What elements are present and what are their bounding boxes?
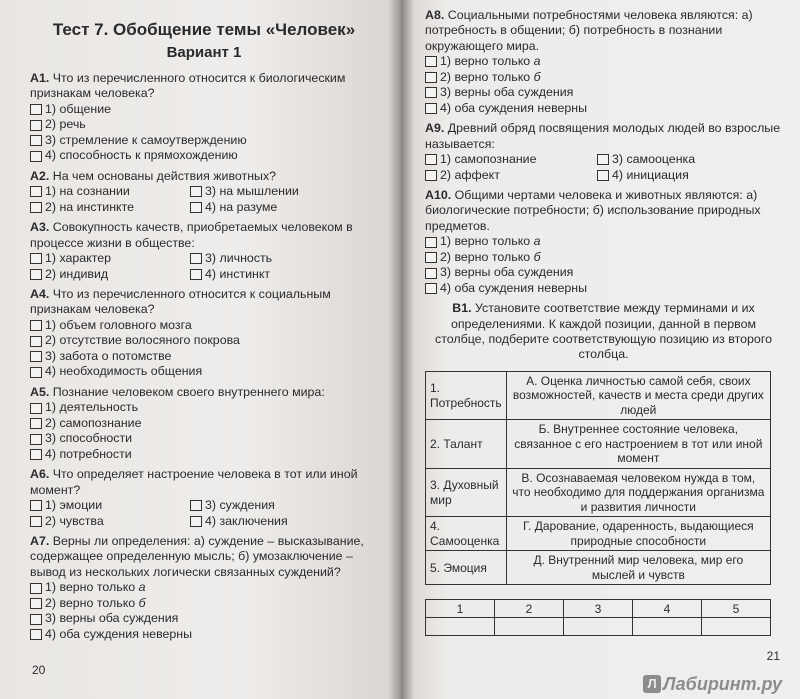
answer-checkbox[interactable] <box>190 202 202 213</box>
watermark-text: Лабиринт.ру <box>663 674 782 694</box>
option-label: 4) инстинкт <box>205 266 271 281</box>
answer-checkbox[interactable] <box>30 186 42 197</box>
question-a4 <box>30 287 378 380</box>
question-a1 <box>30 71 378 164</box>
option-label: 2) отсутствие волосяного покрова <box>45 333 240 348</box>
answer-checkbox[interactable] <box>30 403 42 414</box>
right-page <box>400 0 800 699</box>
answer-checkbox[interactable] <box>30 104 42 115</box>
question-a7 <box>30 534 378 642</box>
question-label: А5. <box>30 384 50 399</box>
answer-checkbox[interactable] <box>30 418 42 429</box>
option-label: 4) необходимость общения <box>45 364 203 379</box>
question-label: А4. <box>30 287 50 302</box>
option-label: 1) общение <box>45 101 112 116</box>
answer-checkbox[interactable] <box>30 583 42 594</box>
question-text: Что из перечисленного относится к биологическим признакам человека? <box>30 71 346 101</box>
table-row <box>426 517 771 551</box>
question-label: А9. <box>425 121 445 136</box>
answer-checkbox[interactable] <box>30 516 42 527</box>
option-label: 1) самопознание <box>440 152 537 167</box>
question-b1 <box>425 301 782 636</box>
answer-checkbox[interactable] <box>425 283 437 294</box>
answer-checkbox[interactable] <box>425 103 437 114</box>
question-text: Что из перечисленного относится к социальным признакам человека? <box>30 287 331 317</box>
question-label: А2. <box>30 168 50 183</box>
option-label: 2) аффект <box>440 167 500 182</box>
page-number-left: 20 <box>32 663 46 677</box>
option-label: 3) личность <box>205 251 273 266</box>
answer-checkbox[interactable] <box>30 629 42 640</box>
answer-input-row <box>426 618 771 636</box>
test-title: Тест 7. Обобщение темы «Человек» <box>52 20 356 39</box>
term-cell: 4. Самооценка <box>426 517 507 551</box>
answer-checkbox[interactable] <box>190 186 202 197</box>
answer-cell[interactable] <box>426 618 495 636</box>
question-text: Что определяет настроение человека в тот или иной момент? <box>30 467 358 497</box>
question-a9 <box>425 121 782 183</box>
question-text: Древний обряд посвящения молодых людей во взрослые называется: <box>425 121 781 151</box>
term-cell: 1. Потребность <box>426 371 507 420</box>
question-a6 <box>30 467 378 529</box>
option-label: 4) способность к прямохождению <box>45 148 238 163</box>
answer-checkbox[interactable] <box>30 320 42 331</box>
question-a8 <box>425 8 782 116</box>
option-label: 3) на мышлении <box>205 184 299 199</box>
answer-checkbox[interactable] <box>425 154 437 165</box>
table-row <box>426 468 771 517</box>
answer-header-row <box>426 600 771 618</box>
option-label: 3) верны оба суждения <box>440 85 574 100</box>
option-label: 3) верны оба суждения <box>440 265 574 280</box>
answer-checkbox[interactable] <box>425 252 437 263</box>
option-label: 1) деятельность <box>45 400 139 415</box>
page-number-right: 21 <box>766 649 780 663</box>
option-label: 2) самопознание <box>45 415 142 430</box>
answer-cell[interactable] <box>564 618 633 636</box>
answer-checkbox[interactable] <box>30 253 42 264</box>
answer-table <box>425 599 771 636</box>
option-label: 3) способности <box>45 431 133 446</box>
answer-cell[interactable] <box>633 618 702 636</box>
option-label: 3) суждения <box>205 498 275 513</box>
answer-cell[interactable] <box>702 618 771 636</box>
question-label: А10. <box>425 188 452 203</box>
option-label: 4) потребности <box>45 446 132 461</box>
definition-cell: Г. Дарование, одаренность, выдающиеся природные способности <box>506 517 770 551</box>
option-label: 4) оба суждения неверны <box>440 280 588 295</box>
option-label: 2) чувства <box>45 513 104 528</box>
table-row <box>426 420 771 469</box>
question-subtext: а) биологические потребности; б) использование природных предметов. <box>425 188 761 233</box>
answer-checkbox[interactable] <box>190 500 202 511</box>
definition-cell: А. Оценка личностью самой себя, своих возможностей, качеств и места среди других людей <box>506 371 770 420</box>
answer-checkbox[interactable] <box>30 151 42 162</box>
option-label: 2) индивид <box>45 266 109 281</box>
variant-title: Вариант 1 <box>166 44 242 61</box>
term-cell: 3. Духовный мир <box>426 468 507 517</box>
answer-checkbox[interactable] <box>30 135 42 146</box>
answer-header: 1 <box>426 600 495 618</box>
question-a10 <box>425 188 782 296</box>
question-label: А8. <box>425 8 445 22</box>
option-label: 4) инициация <box>612 167 689 182</box>
question-text: Верны ли определения: а) суждение – высказывание, содержащее определенную мысль; б) умозаключение – вывод из нескольких логически связанных суждений? <box>30 534 364 579</box>
answer-checkbox[interactable] <box>190 516 202 527</box>
option-label: 1) объем головного мозга <box>45 317 192 332</box>
answer-header: 4 <box>633 600 702 618</box>
definition-cell: В. Осознаваемая человеком нужда в том, что необходимо для поддержания организма и развития личности <box>506 468 770 517</box>
answer-checkbox[interactable] <box>30 367 42 378</box>
option-label: 1) эмоции <box>45 498 103 513</box>
answer-checkbox[interactable] <box>597 170 609 181</box>
answer-checkbox[interactable] <box>425 72 437 83</box>
option-label: 1) характер <box>45 251 112 266</box>
answer-checkbox[interactable] <box>30 500 42 511</box>
option-label: 4) на разуме <box>205 199 278 214</box>
answer-checkbox[interactable] <box>425 56 437 67</box>
answer-checkbox[interactable] <box>30 269 42 280</box>
answer-checkbox[interactable] <box>190 253 202 264</box>
answer-checkbox[interactable] <box>425 87 437 98</box>
question-text: Совокупность качеств, приобретаемых человеком в процессе жизни в обществе: <box>30 220 353 250</box>
option-label: 3) верны оба суждения <box>45 611 179 626</box>
question-label: А6. <box>30 467 50 482</box>
question-label: А1. <box>30 71 50 85</box>
matching-table <box>425 371 771 586</box>
answer-checkbox[interactable] <box>30 120 42 131</box>
option-label: 4) оба суждения неверны <box>45 626 193 641</box>
option-label: 1) на сознании <box>45 184 130 199</box>
question-label: В1. <box>452 301 472 316</box>
answer-checkbox[interactable] <box>425 170 437 181</box>
watermark <box>643 674 782 695</box>
question-text: Социальными потребностями человека являются: <box>447 8 739 22</box>
option-label: 1) верно только а <box>440 54 541 69</box>
question-text: Общими чертами человека и животных являются: <box>454 188 743 203</box>
option-label: 1) верно только а <box>440 234 541 249</box>
answer-checkbox[interactable] <box>425 237 437 248</box>
answer-checkbox[interactable] <box>30 449 42 460</box>
answer-checkbox[interactable] <box>30 434 42 445</box>
term-cell: 2. Талант <box>426 420 507 469</box>
answer-checkbox[interactable] <box>190 269 202 280</box>
option-label: 2) верно только б <box>440 249 541 264</box>
term-cell: 5. Эмоция <box>426 551 507 585</box>
table-row <box>426 371 771 420</box>
answer-checkbox[interactable] <box>30 614 42 625</box>
option-label: 1) верно только а <box>45 580 146 595</box>
option-label: 3) стремление к самоутверждению <box>45 132 247 147</box>
question-a2 <box>30 169 378 215</box>
table-row <box>426 551 771 585</box>
option-label: 4) заключения <box>205 513 288 528</box>
question-a5 <box>30 385 378 462</box>
answer-header: 2 <box>495 600 564 618</box>
answer-checkbox[interactable] <box>30 336 42 347</box>
answer-header: 5 <box>702 600 771 618</box>
option-label: 3) самооценка <box>612 152 696 167</box>
question-subtext: а) потребность в общении; б) потребность в познании окружающего мира. <box>425 8 753 53</box>
option-label: 2) речь <box>45 117 86 132</box>
question-text: На чем основаны действия животных? <box>52 168 277 183</box>
question-text: Познание человеком своего внутреннего мира: <box>52 384 325 399</box>
option-label: 3) забота о потомстве <box>45 348 172 363</box>
option-label: 2) верно только б <box>45 595 146 610</box>
question-label: А3. <box>30 220 50 235</box>
answer-checkbox[interactable] <box>30 202 42 213</box>
answer-header: 3 <box>564 600 633 618</box>
definition-cell: Б. Внутреннее состояние человека, связанное с его настроением в тот или иной момент <box>506 420 770 469</box>
answer-cell[interactable] <box>495 618 564 636</box>
answer-checkbox[interactable] <box>30 351 42 362</box>
option-label: 2) верно только б <box>440 69 541 84</box>
option-label: 2) на инстинкте <box>45 199 135 214</box>
book-gutter <box>388 0 414 699</box>
answer-checkbox[interactable] <box>597 154 609 165</box>
labirint-logo-icon: Л <box>643 675 661 693</box>
question-a3 <box>30 220 378 282</box>
answer-checkbox[interactable] <box>425 268 437 279</box>
definition-cell: Д. Внутренний мир человека, мир его мыслей и чувств <box>506 551 770 585</box>
question-text: Установите соответствие между терминами и их определениями. К каждой позиции, данной в первом столбце, подберите соответствующую позицию из второго столбца. <box>435 301 772 362</box>
question-label: А7. <box>30 534 50 549</box>
option-label: 4) оба суждения неверны <box>440 100 588 115</box>
answer-checkbox[interactable] <box>30 598 42 609</box>
